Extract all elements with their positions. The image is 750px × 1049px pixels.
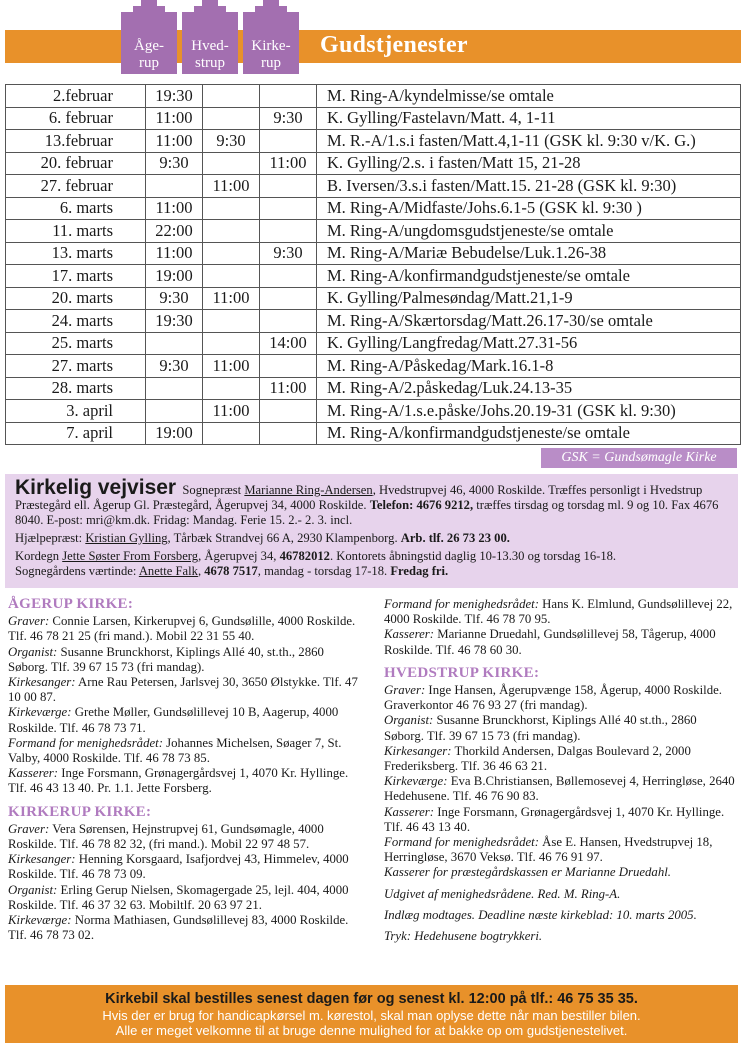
agerup-time: 11:00 xyxy=(146,197,203,220)
agerup-time: 9:30 xyxy=(146,152,203,175)
service-row xyxy=(6,175,741,198)
contact-entry: Kirkeværge: Grethe Møller, Gundsølillevej 10 B, Aagerup, 4000 Roskilde. Tlf. 46 78 73 71. xyxy=(8,705,339,735)
service-row xyxy=(6,377,741,400)
kirkerup-time xyxy=(260,355,317,378)
service-row xyxy=(6,310,741,333)
contact-entry: Graver: Connie Larsen, Kirkerupvej 6, Gundsølille, 4000 Roskilde. Tlf. 46 78 21 25 (fri mand.). Mobil 22 31 55 40. xyxy=(8,614,356,644)
hvedstrup-time xyxy=(203,85,260,108)
service-row xyxy=(6,152,741,175)
service-row xyxy=(6,242,741,265)
contact-entry: Organist: Susanne Brunckhorst, Kiplings Allé 40 st.th., 2860 Søborg. Tlf. 39 67 15 73 (fri mandag). xyxy=(384,713,697,743)
service-row xyxy=(6,355,741,378)
service-date: 27. februar xyxy=(6,175,146,198)
kirkerup-time xyxy=(260,85,317,108)
agerup-time: 19:30 xyxy=(146,310,203,333)
kirkerup-time xyxy=(260,422,317,445)
service-description: M. Ring-A/Mariæ Bebudelse/Luk.1.26-38 xyxy=(317,242,741,265)
hvedstrup-time xyxy=(203,377,260,400)
service-description: K. Gylling/Fastelavn/Matt. 4, 1-11 xyxy=(317,107,741,130)
service-row xyxy=(6,265,741,288)
publisher-note: Udgivet af menighedsrådene. Red. M. Ring-A. xyxy=(384,886,621,901)
agerup-time: 19:30 xyxy=(146,85,203,108)
guide-title: Kirkelig vejviser xyxy=(15,476,177,499)
service-date: 13. marts xyxy=(6,242,146,265)
hvedstrup-time xyxy=(203,220,260,243)
kirkerup-time xyxy=(260,310,317,333)
kirkerup-time: 9:30 xyxy=(260,107,317,130)
kirkerup-time xyxy=(260,287,317,310)
hvedstrup-time xyxy=(203,310,260,333)
kirkerup-chairman: Formand for menighedsrådet: Hans K. Elmlund, Gundsølillevej 22, 4000 Roskilde. Tlf. 46 78 70 95. xyxy=(384,597,733,627)
agerup-time: 22:00 xyxy=(146,220,203,243)
contact-entry: Kasserer: Inge Forsmann, Grønagergårdsvej 1, 4070 Kr. Hyllinge. Tlf. 46 43 13 40. xyxy=(384,804,725,834)
agerup-time: 11:00 xyxy=(146,130,203,153)
service-description: K. Gylling/Langfredag/Matt.27.31-56 xyxy=(317,332,741,355)
contact-entry: Kirkesanger: Henning Korsgaard, Isafjordvej 43, Himmelev, 4000 Roskilde. Tlf. 46 78 73 09. xyxy=(8,852,349,882)
service-date: 20. februar xyxy=(6,152,146,175)
agerup-time xyxy=(146,175,203,198)
agerup-time xyxy=(146,332,203,355)
hvedstrup-heading: HVEDSTRUP KIRKE: xyxy=(384,664,540,681)
hvedstrup-time: 11:00 xyxy=(203,400,260,423)
contact-entry: Kasserer: Inge Forsmann, Grønagergårdsvej 1, 4070 Kr. Hyllinge. Tlf. 46 43 13 40. Pr. 1.1. Jette Forsberg. xyxy=(8,766,349,796)
hvedstrup-time xyxy=(203,242,260,265)
agerup-time: 11:00 xyxy=(146,242,203,265)
service-date: 6. marts xyxy=(6,197,146,220)
contact-entry: Kirkeværge: Eva B.Christiansen, Bøllemosevej 4, Herringløse, 2640 Hedehusene. Tlf. 46 76 90 83. xyxy=(384,774,735,804)
service-row xyxy=(6,332,741,355)
service-description: B. Iversen/3.s.i fasten/Matt.15. 21-28 (GSK kl. 9:30) xyxy=(317,175,741,198)
hvedstrup-time: 9:30 xyxy=(203,130,260,153)
church-car-line-1: Kirkebil skal bestilles senest dagen før og senest kl. 12:00 på tlf.: 46 75 35 35. xyxy=(105,991,638,1007)
service-date: 3. april xyxy=(6,400,146,423)
page-title: Gudstjenester xyxy=(320,32,468,58)
kirkerup-time: 11:00 xyxy=(260,152,317,175)
hvedstrup-time xyxy=(203,422,260,445)
service-row xyxy=(6,287,741,310)
service-date: 24. marts xyxy=(6,310,146,333)
kirkerup-time xyxy=(260,400,317,423)
service-description: M. Ring-A/konfirmandgudstjeneste/se omtale xyxy=(317,422,741,445)
service-description: M. Ring-A/2.påskedag/Luk.24.13-35 xyxy=(317,377,741,400)
church-car-line-2: Hvis der er brug for handicapkørsel m. kørestol, skal man oplyse dette når man bestiller bilen. xyxy=(102,1008,641,1023)
contact-entry: Graver: Inge Hansen, Ågerupvænge 158, Ågerup, 4000 Roskilde. Graverkontor 46 76 93 27 (fri mandag). xyxy=(384,683,722,713)
kirkerup-time xyxy=(260,265,317,288)
service-description: M. Ring-A/ungdomsgudstjeneste/se omtale xyxy=(317,220,741,243)
hostess-name: Anette Falk xyxy=(138,564,198,578)
parsonage-treasurer-note: Kasserer for præstegårdskassen er Marianne Druedahl. xyxy=(384,865,671,880)
column-header-agerup: Åge- rup xyxy=(121,12,177,74)
service-row xyxy=(6,107,741,130)
contact-entry: Organist: Erling Gerup Nielsen, Skomagergade 25, lejl. 404, 4000 Roskilde. Tlf. 46 37 32 63. Mobiltlf. 20 63 97 21. xyxy=(8,882,349,912)
kirkerup-time: 9:30 xyxy=(260,242,317,265)
contact-entry: Organist: Susanne Brunckhorst, Kiplings Allé 40, st.th., 2860 Søborg. Tlf. 39 67 15 73 (fri mandag). xyxy=(8,644,324,674)
hvedstrup-time xyxy=(203,107,260,130)
column-header-hvedstrup: Hved- strup xyxy=(182,12,238,74)
kirkerup-heading: KIRKERUP KIRKE: xyxy=(8,803,152,820)
service-description: M. Ring-A/konfirmandgudstjeneste/se omtale xyxy=(317,265,741,288)
service-description: K. Gylling/2.s. i fasten/Matt 15, 21-28 xyxy=(317,152,741,175)
kirkerup-time xyxy=(260,197,317,220)
contact-entry: Kirkesanger: Thorkild Andersen, Dalgas Boulevard 2, 2000 Frederiksberg. Tlf. 36 46 63 21. xyxy=(384,743,691,774)
service-description: M. Ring-A/Påskedag/Mark.16.1-8 xyxy=(317,355,741,378)
column-header-kirkerup: Kirke- rup xyxy=(243,12,299,74)
contact-entry: Formand for menighedsrådet: Åse E. Hansen, Hvedstrupvej 18, Herringløse, 3670 Veksø. Tlf. 46 76 91 97. xyxy=(384,835,713,865)
service-date: 7. april xyxy=(6,422,146,445)
church-car-line-3: Alle er meget velkomne til at bruge denne mulighed for at bakke op om gudstjenestelivet. xyxy=(115,1023,628,1038)
service-row xyxy=(6,220,741,243)
service-date: 27. marts xyxy=(6,355,146,378)
kirkerup-time: 14:00 xyxy=(260,332,317,355)
agerup-time: 9:30 xyxy=(146,355,203,378)
service-date: 2.februar xyxy=(6,85,146,108)
service-date: 6. februar xyxy=(6,107,146,130)
agerup-time: 9:30 xyxy=(146,287,203,310)
service-date: 17. marts xyxy=(6,265,146,288)
service-date: 13.februar xyxy=(6,130,146,153)
service-date: 25. marts xyxy=(6,332,146,355)
kirkerup-time xyxy=(260,130,317,153)
service-description: K. Gylling/Palmesøndag/Matt.21,1-9 xyxy=(317,287,741,310)
service-description: M. Ring-A/1.s.e.påske/Johs.20.19-31 (GSK kl. 9:30) xyxy=(317,400,741,423)
agerup-time xyxy=(146,400,203,423)
assistant-priest-name: Kristian Gylling xyxy=(85,531,168,545)
right-column xyxy=(384,597,736,944)
service-row xyxy=(6,422,741,445)
agerup-time xyxy=(146,377,203,400)
contact-entry: Kirkesanger: Arne Rau Petersen, Jarlsvej 30, 3650 Ølstykke. Tlf. 47 10 00 87. xyxy=(8,675,358,705)
gsk-note: GSK = Gundsømagle Kirke xyxy=(541,448,737,468)
hvedstrup-time: 11:00 xyxy=(203,175,260,198)
service-row xyxy=(6,400,741,423)
contact-entry: Graver: Vera Sørensen, Hejnstrupvej 61, Gundsømagle, 4000 Roskilde. Tlf. 46 78 82 32, (fri mand.). Mobil 22 97 48 57. xyxy=(8,821,324,852)
priest-name: Marianne Ring-Andersen xyxy=(244,483,373,497)
service-row xyxy=(6,85,741,108)
service-date: 20. marts xyxy=(6,287,146,310)
service-row xyxy=(6,130,741,153)
hvedstrup-time: 11:00 xyxy=(203,355,260,378)
service-description: M. R.-A/1.s.i fasten/Matt.4,1-11 (GSK kl. 9:30 v/K. G.) xyxy=(317,130,741,153)
contact-entry: Formand for menighedsrådet: Johannes Michelsen, Søager 7, St. Valby, 4000 Roskilde. Tlf. 46 78 73 85. xyxy=(8,735,342,766)
service-description: M. Ring-A/Skærtorsdag/Matt.26.17-30/se omtale xyxy=(317,310,741,333)
hvedstrup-time xyxy=(203,265,260,288)
church-car-banner xyxy=(5,985,738,1043)
service-schedule-table xyxy=(5,84,741,445)
contact-entry: Kirkeværge: Norma Mathiasen, Gundsølillevej 83, 4000 Roskilde. Tlf. 46 78 73 02. xyxy=(8,913,349,943)
printer-note: Tryk: Hedehusene bogtrykkeri. xyxy=(384,929,543,944)
service-date: 28. marts xyxy=(6,377,146,400)
kirkerup-time: 11:00 xyxy=(260,377,317,400)
service-description: M. Ring-A/kyndelmisse/se omtale xyxy=(317,85,741,108)
agerup-time: 11:00 xyxy=(146,107,203,130)
agerup-heading: ÅGERUP KIRKE: xyxy=(8,596,134,612)
kirkerup-time xyxy=(260,220,317,243)
hvedstrup-time xyxy=(203,152,260,175)
service-description: M. Ring-A/Midfaste/Johs.6.1-5 (GSK kl. 9:30 ) xyxy=(317,197,741,220)
left-column xyxy=(8,597,358,943)
agerup-time: 19:00 xyxy=(146,422,203,445)
service-row xyxy=(6,197,741,220)
service-date: 11. marts xyxy=(6,220,146,243)
hvedstrup-time xyxy=(203,332,260,355)
agerup-time: 19:00 xyxy=(146,265,203,288)
hvedstrup-time: 11:00 xyxy=(203,287,260,310)
deadline-note: Indlæg modtages. Deadline næste kirkeblad: 10. marts 2005. xyxy=(384,907,697,922)
clerk-name: Jette Søster From Forsberg xyxy=(62,549,199,563)
church-guide-box: Kirkelig vejviser Sognepræst Marianne Ring-Andersen, Hvedstrupvej 46, 4000 Roskilde. Træffes personligt i Hvedstrup Præstegård ell. Ågerup Gl. Præstegård, Ågerupvej 34, 4000 Roskilde. Telefon: 4676 9212, træffes tirsdag og torsdag ml. 9 og 10. Fax 4676 8040. E-post: mri@km.dk. Fridag: Mandag. Ferie 15. 2.- 2. 3. incl. Hjælpepræst: Kristian Gylling, Tårbæk Strandvej 66 A, 2930 Klampenborg. Arb. tlf. 26 73 23 00. Kordegn Jette Søster From Forsberg, Ågerupvej 34, 46782012. Kontorets åbningstid daglig 10-13.30 og torsdag 16-18. Sognegårdens værtinde: Anette Falk, 4678 7517, mandag - torsdag 17-18. Fredag fri. xyxy=(5,474,738,588)
kirkerup-treasurer: Kasserer: Marianne Druedahl, Gundsølillevej 58, Tågerup, 4000 Roskilde. Tlf. 46 78 60 30. xyxy=(384,627,716,657)
kirkerup-time xyxy=(260,175,317,198)
hvedstrup-time xyxy=(203,197,260,220)
